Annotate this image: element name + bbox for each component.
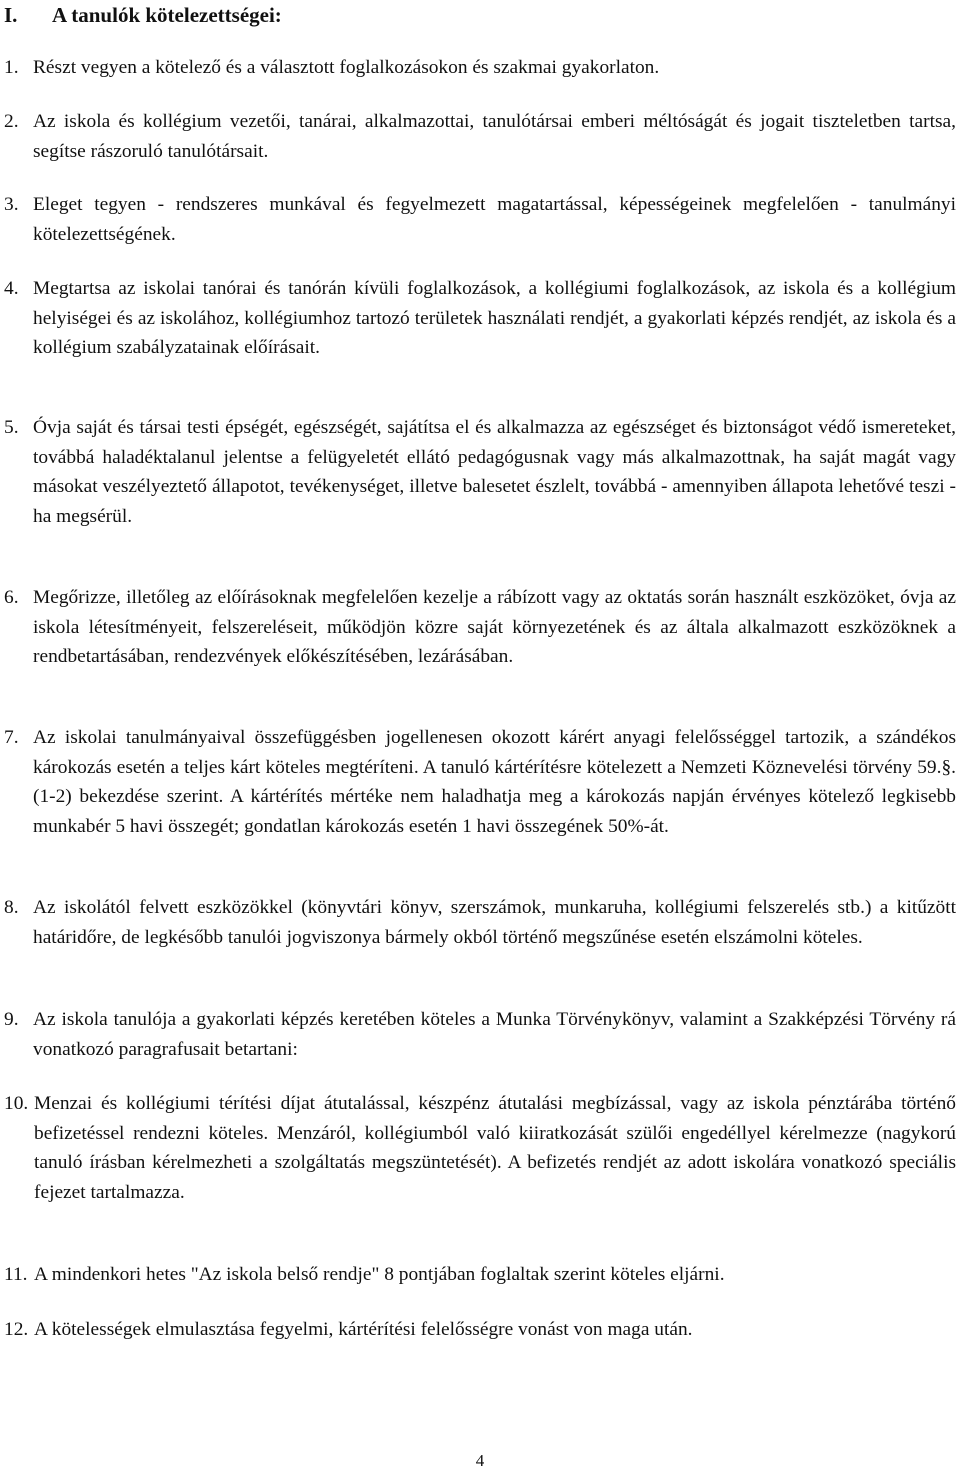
item-text: Az iskola és kollégium vezetői, tanárai, alkalmazottai, tanulótársai emberi méltóságát és jogait tiszteletben tartsa, segítse rászoruló tanulótársait. <box>33 111 956 162</box>
list-item-7 <box>0 723 956 842</box>
item-text: A mindenkori hetes "Az iskola belső rendje" 8 pontjában foglaltak szerint köteles eljárni. <box>34 1264 725 1285</box>
list-item-3 <box>0 190 956 249</box>
list-item-11 <box>0 1260 956 1290</box>
section-number: I. <box>4 3 18 27</box>
list-item-5 <box>0 413 956 532</box>
list-item-9 <box>0 1005 956 1064</box>
list-item-12 <box>0 1315 956 1345</box>
item-number: 2. <box>4 111 19 132</box>
item-number: 8. <box>4 897 19 918</box>
item-text: Menzai és kollégiumi térítési díjat átutalással, készpénz átutalási megbízással, vagy az iskola pénztárába történő befizetéssel rendezni köteles. Menzáról, kollégiumból való kiiratkozását szülői engedéllyel kérelmezze (nagykorú tanuló írásban kérelmezheti a szolgáltatás megszüntetését). A befizetés rendjét az adott iskolára vonatkozó speciális fejezet tartalmazza. <box>34 1093 956 1204</box>
item-number: 10. <box>4 1093 29 1114</box>
item-number: 4. <box>4 278 19 299</box>
section-heading <box>4 2 282 28</box>
item-text: Megtartsa az iskolai tanórai és tanórán kívüli foglalkozások, a kollégiumi foglalkozások, az iskola és a kollégium helyiségei és az iskolához, kollégiumhoz tartozó területek használati rendjét, a gyakorlati képzés rendjét, az iskola és a kollégium szabályzatainak előírásait. <box>33 278 956 359</box>
item-number: 1. <box>4 57 19 78</box>
page-number: 4 <box>475 1451 485 1470</box>
item-number: 12. <box>4 1319 29 1340</box>
item-text: Az iskola tanulója a gyakorlati képzés keretében köteles a Munka Törvénykönyv, valamint a Szakképzési Törvény rá vonatkozó paragrafusait betartani: <box>33 1009 956 1060</box>
item-number: 3. <box>4 194 19 215</box>
item-text: Eleget tegyen - rendszeres munkával és fegyelmezett magatartással, képességeinek megfelelően - tanulmányi kötelezettségének. <box>33 194 956 245</box>
item-number: 7. <box>4 727 19 748</box>
item-text: Óvja saját és társai testi épségét, egészségét, sajátítsa el és alkalmazza az egészséget és biztonságot védő ismereteket, továbbá haladéktalanul jelentse a felügyeletét ellátó pedagógusnak vagy más alkalmazottnak, ha saját magát vagy másokat veszélyeztető állapotot, tevékenységet, illetve balesetet észlelt, továbbá - amennyiben állapota lehetővé teszi - ha megsérül. <box>33 417 956 528</box>
list-item-1 <box>0 53 956 83</box>
item-text: Részt vegyen a kötelező és a választott foglalkozásokon és szakmai gyakorlaton. <box>33 57 660 78</box>
list-item-2 <box>0 107 956 166</box>
section-title: A tanulók kötelezettségei: <box>52 3 282 27</box>
item-number: 5. <box>4 417 19 438</box>
item-number: 9. <box>4 1009 19 1030</box>
list-item-8 <box>0 893 956 952</box>
list-item-10 <box>0 1089 956 1208</box>
item-text: Megőrizze, illetőleg az előírásoknak megfelelően kezelje a rábízott vagy az oktatás során használt eszközöket, óvja az iskola létesítményeit, felszereléseit, működjön közre saját környezetének és az általa alkalmazott eszközöknek a rendbetartásában, rendezvények előkészítésében, lezárásában. <box>33 587 956 668</box>
item-number: 11. <box>4 1264 28 1285</box>
list-item-6 <box>0 583 956 672</box>
list-item-4 <box>0 274 956 363</box>
item-text: A kötelességek elmulasztása fegyelmi, kártérítési felelősségre vonást von maga után. <box>34 1319 693 1340</box>
item-number: 6. <box>4 587 19 608</box>
item-text: Az iskolától felvett eszközökkel (könyvtári könyv, szerszámok, munkaruha, kollégiumi felszerelés stb.) a kitűzött határidőre, de legkésőbb tanulói jogviszonya bármely okból történő megszűnése esetén elszámolni köteles. <box>33 897 956 948</box>
item-text: Az iskolai tanulmányaival összefüggésben jogellenesen okozott kárért anyagi felelősséggel tartozik, a szándékos károkozás esetén a teljes kárt köteles megtéríteni. A tanuló kártérítésre kötelezett a Nemzeti Köznevelési törvény 59.§. (1-2) bekezdése szerint. A kártérítés mértéke nem haladhatja meg a károkozás napján érvényes kötelező legkisebb munkabér 5 havi összegét; gondatlan károkozás esetén 1 havi összegének 50%-át. <box>33 727 956 838</box>
